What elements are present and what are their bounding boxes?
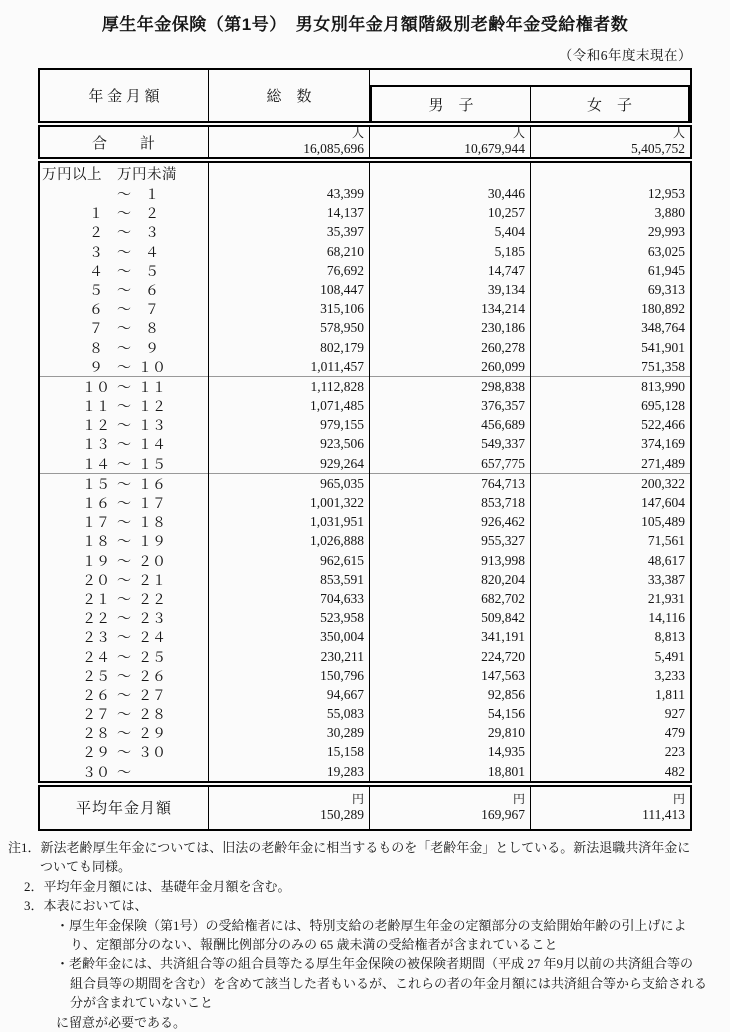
row-female-value: 63,025	[647, 243, 685, 259]
note-line: り、定額部分のない、報酬比例部分のみの 65 歳未満の受給権者が含まれていること	[70, 937, 558, 953]
row-range-lo: １７	[82, 516, 110, 532]
row-total-value: 94,667	[209, 685, 370, 705]
row-total-value: 962,615	[209, 551, 370, 571]
row-range-hi: １３	[138, 419, 166, 435]
row-label	[40, 299, 209, 319]
average-label: 平均年金月額	[40, 787, 209, 829]
row-male-value: 14,747	[370, 261, 531, 281]
row-range-lo: １０	[82, 380, 110, 396]
row-range-lo: ３	[89, 245, 103, 261]
row-total-value: 1,011,457	[209, 357, 370, 377]
row-male-value: 134,214	[370, 299, 531, 319]
table-row	[40, 338, 690, 357]
row-range-lo: ２９	[82, 746, 110, 762]
unit-yen: 円	[672, 791, 685, 806]
table-row	[40, 762, 690, 781]
row-range-hi: ６	[145, 283, 159, 299]
table-row	[40, 647, 690, 666]
total-total-value: 16,085,696	[303, 141, 364, 156]
row-range-lo: ２５	[82, 669, 110, 685]
row-range-tilde: ～	[117, 419, 131, 435]
row-female-value: 48,617	[647, 552, 685, 568]
row-total-value: 965,035	[209, 474, 370, 494]
row-range-hi: １５	[138, 457, 166, 473]
row-label	[40, 762, 209, 782]
page-title: 厚生年金保険（第1号） 男女別年金月額階級別老齢年金受給権者数	[101, 15, 629, 34]
row-male-value: 260,278	[370, 338, 531, 358]
row-range-lo: ２１	[82, 592, 110, 608]
row-label	[40, 551, 209, 571]
row-range-hi: １６	[138, 477, 166, 493]
note-line: ・老齢年金には、共済組合等の組合員等たる厚生年金保険の被保険者期間（平成 27 年9月以前の共済組合等の	[56, 956, 694, 972]
row-range-hi: ３０	[138, 746, 166, 762]
row-range-tilde: ～	[117, 746, 131, 762]
table-row	[40, 589, 690, 608]
row-label	[40, 357, 209, 377]
row-female-value: 695,128	[641, 398, 685, 414]
table-row	[40, 685, 690, 704]
total-label: 合 計	[40, 127, 209, 157]
total-female-value: 5,405,752	[631, 141, 685, 156]
row-male-value: 18,801	[370, 762, 531, 782]
row-total-value: 30,289	[209, 723, 370, 743]
total-male-cell	[370, 127, 531, 157]
row-total-value: 315,106	[209, 299, 370, 319]
row-total-value: 704,633	[209, 589, 370, 609]
row-total-value: 1,001,322	[209, 493, 370, 513]
row-range-hi: ２５	[138, 650, 166, 666]
table-row	[40, 666, 690, 685]
row-range-hi: １９	[138, 535, 166, 551]
row-total-value: 1,031,951	[209, 512, 370, 532]
row-total-value: 1,112,828	[209, 377, 370, 397]
row-female-value: 33,387	[647, 571, 685, 587]
row-range-tilde: ～	[117, 765, 131, 781]
row-range-lo: ２２	[82, 612, 110, 628]
row-range-tilde: ～	[117, 264, 131, 280]
row-total-value: 19,283	[209, 762, 370, 782]
row-male-value: 913,998	[370, 551, 531, 571]
row-female-value: 751,358	[641, 358, 685, 374]
row-label	[40, 608, 209, 628]
row-male-value: 29,810	[370, 723, 531, 743]
table-row	[40, 704, 690, 723]
table-row	[40, 493, 690, 512]
row-range-lo: ２	[89, 226, 103, 242]
row-female-value: 3,233	[654, 667, 685, 683]
row-male-value: 92,856	[370, 685, 531, 705]
row-female-value: 12,953	[647, 186, 685, 201]
data-box	[38, 161, 692, 783]
row-female-value: 522,466	[641, 417, 685, 433]
row-female-value: 69,313	[647, 281, 685, 297]
table-row	[40, 203, 690, 222]
header-male: 男 子	[372, 87, 531, 121]
row-range-tilde: ～	[117, 360, 131, 376]
average-female-value: 111,413	[642, 806, 685, 822]
row-range-hi: １８	[138, 516, 166, 532]
row-range-lo: １３	[82, 438, 110, 454]
row-range-lo: ２３	[82, 631, 110, 647]
row-range-hi: ８	[145, 322, 159, 338]
row-total-value: 35,397	[209, 222, 370, 242]
note-line: 3．本表においては、	[24, 898, 148, 914]
row-range-hi: ４	[145, 245, 159, 261]
row-label	[40, 570, 209, 590]
row-range-tilde: ～	[117, 573, 131, 589]
average-female-cell	[531, 787, 690, 829]
row-range-hi: １４	[138, 438, 166, 454]
row-total-value: 230,211	[209, 647, 370, 667]
row-label	[40, 434, 209, 454]
range-header-row	[40, 163, 690, 184]
row-total-value: 150,796	[209, 666, 370, 686]
table-row	[40, 627, 690, 646]
row-total-value: 1,071,485	[209, 396, 370, 416]
row-range-lo: ３０	[82, 765, 110, 781]
row-male-value: 5,185	[370, 242, 531, 262]
table-row	[40, 222, 690, 241]
row-male-value: 764,713	[370, 474, 531, 494]
row-total-value: 43,399	[209, 184, 370, 204]
row-male-value: 30,446	[370, 184, 531, 204]
row-label	[40, 493, 209, 513]
row-male-value: 820,204	[370, 570, 531, 590]
row-range-hi: ５	[145, 264, 159, 280]
row-range-hi: １２	[138, 400, 166, 416]
table-row	[40, 280, 690, 299]
date-note: （令和6年度末現在）	[558, 48, 692, 63]
row-female-value: 200,322	[641, 475, 685, 491]
table-row	[40, 570, 690, 589]
row-range-tilde: ～	[117, 669, 131, 685]
row-female-value: 541,901	[641, 339, 685, 355]
table-header	[38, 68, 692, 123]
row-female-value: 5,491	[654, 648, 685, 664]
note-line: 2．平均年金月額には、基礎年金月額を含む。	[24, 878, 291, 894]
row-label	[40, 415, 209, 435]
row-range-lo: ２４	[82, 650, 110, 666]
row-male-value: 54,156	[370, 704, 531, 724]
row-range-tilde: ～	[117, 708, 131, 724]
row-range-hi: ２６	[138, 669, 166, 685]
row-range-lo: ４	[89, 264, 103, 280]
row-female-value: 223	[664, 744, 685, 760]
row-total-value: 55,083	[209, 704, 370, 724]
row-range-lo: ２８	[82, 727, 110, 743]
row-range-lo: １１	[82, 400, 110, 416]
row-label	[40, 474, 209, 494]
row-label	[40, 723, 209, 743]
table-row	[40, 512, 690, 531]
table-row	[40, 608, 690, 627]
row-male-value: 955,327	[370, 531, 531, 551]
unit-person: 人	[351, 126, 364, 140]
total-row	[38, 125, 692, 159]
average-male-cell	[370, 787, 531, 829]
row-label	[40, 647, 209, 667]
row-male-value: 224,720	[370, 647, 531, 667]
total-male-value: 10,679,944	[464, 141, 525, 156]
row-range-tilde: ～	[117, 554, 131, 570]
row-total-value: 523,958	[209, 608, 370, 628]
row-label	[40, 242, 209, 262]
row-female-value: 105,489	[641, 514, 685, 530]
row-female-value: 479	[664, 725, 685, 741]
row-male-value: 657,775	[370, 454, 531, 474]
row-male-value: 298,838	[370, 377, 531, 397]
row-total-value: 853,591	[209, 570, 370, 590]
row-female-value: 147,604	[641, 495, 685, 510]
table-row	[40, 377, 690, 396]
row-label	[40, 338, 209, 358]
row-range-hi: ３	[145, 226, 159, 242]
row-range-tilde: ～	[117, 650, 131, 666]
row-range-tilde: ～	[117, 207, 131, 223]
row-range-lo: １４	[82, 457, 110, 473]
row-female-value: 8,813	[654, 629, 685, 645]
unit-person: 人	[512, 126, 525, 140]
note-line: ついても同様。	[40, 859, 132, 875]
row-male-value: 147,563	[370, 666, 531, 686]
row-range-tilde: ～	[117, 245, 131, 261]
row-range-tilde: ～	[117, 400, 131, 416]
header-female: 女 子	[586, 97, 632, 114]
row-female-value: 482	[664, 763, 685, 779]
row-label	[40, 627, 209, 647]
row-total-value: 108,447	[209, 280, 370, 300]
row-label	[40, 531, 209, 551]
row-label	[40, 377, 209, 397]
note-line: 組合員等の期間を含む）を含めて該当した者もいるが、これらの者の年金月額には共済組合等から支給される	[70, 975, 708, 991]
unit-yen: 円	[351, 791, 364, 806]
row-total-value: 802,179	[209, 338, 370, 358]
row-range-tilde: ～	[117, 612, 131, 628]
range-header-label: 万円以上 万円未満	[40, 163, 209, 184]
row-range-lo: １９	[82, 554, 110, 570]
row-range-tilde: ～	[117, 477, 131, 493]
row-range-tilde: ～	[117, 457, 131, 473]
average-male-value: 169,967	[481, 806, 525, 822]
table-row	[40, 299, 690, 318]
row-label	[40, 203, 209, 223]
row-male-value: 549,337	[370, 434, 531, 454]
row-range-hi: ２３	[138, 612, 166, 628]
row-male-value: 682,702	[370, 589, 531, 609]
row-range-tilde: ～	[117, 380, 131, 396]
row-label	[40, 666, 209, 686]
note-line: 分が含まれていないこと	[70, 995, 214, 1011]
table-row	[40, 723, 690, 742]
row-male-value: 260,099	[370, 357, 531, 377]
note-line: 注1．新法老齢厚生年金については、旧法の老齢年金に相当するものを「老齢年金」としている。新法退職共済年金に	[8, 840, 691, 855]
row-label	[40, 512, 209, 532]
table-row	[40, 396, 690, 415]
row-label	[40, 318, 209, 338]
row-range-tilde: ～	[117, 727, 131, 743]
table-row	[40, 551, 690, 570]
row-range-hi: ７	[145, 303, 159, 319]
row-female-value: 14,116	[648, 610, 685, 626]
row-label	[40, 704, 209, 724]
row-label	[40, 280, 209, 300]
row-male-value: 456,689	[370, 415, 531, 435]
row-range-lo: １	[89, 207, 103, 223]
header-total: 総 数	[209, 70, 370, 121]
table-row	[40, 742, 690, 761]
row-female-value: 3,880	[654, 205, 685, 221]
row-range-tilde: ～	[117, 631, 131, 647]
note-line: ・厚生年金保険（第1号）の受給権者には、特別支給の老齢厚生年金の定額部分の支給開始年齢の引上げによ	[56, 917, 687, 933]
row-range-tilde: ～	[117, 322, 131, 338]
row-range-tilde: ～	[117, 438, 131, 454]
row-male-value: 341,191	[370, 627, 531, 647]
row-range-lo: １２	[82, 419, 110, 435]
row-range-tilde: ～	[117, 497, 131, 512]
row-total-value: 979,155	[209, 415, 370, 435]
row-range-lo: ７	[89, 322, 103, 338]
row-range-hi: ２８	[138, 708, 166, 724]
row-range-lo: １８	[82, 535, 110, 551]
row-total-value: 15,158	[209, 742, 370, 762]
total-female-cell	[531, 127, 690, 157]
row-range-tilde: ～	[117, 188, 131, 203]
row-female-value: 348,764	[641, 320, 685, 336]
row-total-value: 578,950	[209, 318, 370, 338]
row-label	[40, 742, 209, 762]
row-female-value: 1,811	[655, 686, 685, 702]
table-row	[40, 415, 690, 434]
row-total-value: 14,137	[209, 203, 370, 223]
row-male-value: 230,186	[370, 318, 531, 338]
unit-person: 人	[672, 126, 685, 140]
row-label	[40, 454, 209, 474]
row-label	[40, 261, 209, 281]
row-range-hi: １０	[138, 360, 166, 376]
row-female-value: 813,990	[641, 378, 685, 394]
row-female-value: 927	[664, 706, 685, 722]
row-female-value: 71,561	[647, 533, 685, 549]
header-amount: 年 金 月 額	[40, 70, 209, 121]
row-label	[40, 396, 209, 416]
row-range-hi: １	[145, 188, 159, 203]
row-male-value: 39,134	[370, 280, 531, 300]
row-range-lo: ２６	[82, 688, 110, 704]
row-total-value: 350,004	[209, 627, 370, 647]
table-row	[40, 261, 690, 280]
row-total-value: 923,506	[209, 434, 370, 454]
row-range-lo: １６	[82, 497, 110, 512]
table-row	[40, 434, 690, 453]
row-range-tilde: ～	[117, 226, 131, 242]
row-label	[40, 685, 209, 705]
row-range-tilde: ～	[117, 592, 131, 608]
row-range-lo: ８	[89, 341, 103, 357]
row-label	[40, 589, 209, 609]
average-row	[38, 785, 692, 831]
row-male-value: 853,718	[370, 493, 531, 513]
row-range-hi: １７	[138, 497, 166, 512]
table-row	[40, 242, 690, 261]
unit-yen: 円	[512, 791, 525, 806]
table-row	[40, 357, 690, 377]
note-line: に留意が必要である。	[56, 1014, 187, 1030]
row-range-tilde: ～	[117, 516, 131, 532]
table-row	[40, 318, 690, 337]
row-range-hi: ２０	[138, 554, 166, 570]
row-range-tilde: ～	[117, 303, 131, 319]
row-label	[40, 222, 209, 242]
row-label	[40, 184, 209, 204]
table-row	[40, 474, 690, 493]
row-range-hi: ９	[145, 341, 159, 357]
row-total-value: 929,264	[209, 454, 370, 474]
average-total-value: 150,289	[320, 806, 364, 822]
row-range-hi: ２１	[138, 573, 166, 589]
gender-header-box	[370, 85, 690, 121]
row-male-value: 5,404	[370, 222, 531, 242]
row-range-lo: ６	[89, 303, 103, 319]
row-male-value: 509,842	[370, 608, 531, 628]
average-total-cell	[209, 787, 370, 829]
row-range-hi: ２２	[138, 592, 166, 608]
row-range-hi: ２４	[138, 631, 166, 647]
row-female-value: 29,993	[647, 224, 685, 240]
row-range-tilde: ～	[117, 341, 131, 357]
row-range-tilde: ～	[117, 688, 131, 704]
row-total-value: 76,692	[209, 261, 370, 281]
table-row	[40, 184, 690, 203]
row-range-lo: ２０	[82, 573, 110, 589]
row-range-lo: ９	[89, 360, 103, 376]
row-range-tilde: ～	[117, 283, 131, 299]
row-male-value: 926,462	[370, 512, 531, 532]
table-row	[40, 531, 690, 550]
row-male-value: 10,257	[370, 203, 531, 223]
row-range-lo: ２７	[82, 708, 110, 724]
row-female-value: 21,931	[647, 590, 685, 606]
row-range-lo: １５	[82, 477, 110, 493]
data-rows-container	[40, 184, 690, 781]
row-range-hi: ２７	[138, 688, 166, 704]
row-male-value: 376,357	[370, 396, 531, 416]
row-total-value: 1,026,888	[209, 531, 370, 551]
row-female-value: 61,945	[647, 262, 685, 278]
row-range-hi: １１	[138, 380, 166, 396]
table-row	[40, 454, 690, 474]
row-female-value: 374,169	[641, 436, 685, 452]
row-range-hi: ２９	[138, 727, 166, 743]
row-male-value: 14,935	[370, 742, 531, 762]
row-range-tilde: ～	[117, 535, 131, 551]
row-range-lo: ５	[89, 283, 103, 299]
row-total-value: 68,210	[209, 242, 370, 262]
pension-table	[38, 68, 692, 831]
row-female-value: 180,892	[641, 301, 685, 317]
row-range-hi: ２	[145, 207, 159, 223]
row-female-value: 271,489	[641, 455, 685, 471]
notes	[0, 838, 730, 1032]
total-total-cell	[209, 127, 370, 157]
